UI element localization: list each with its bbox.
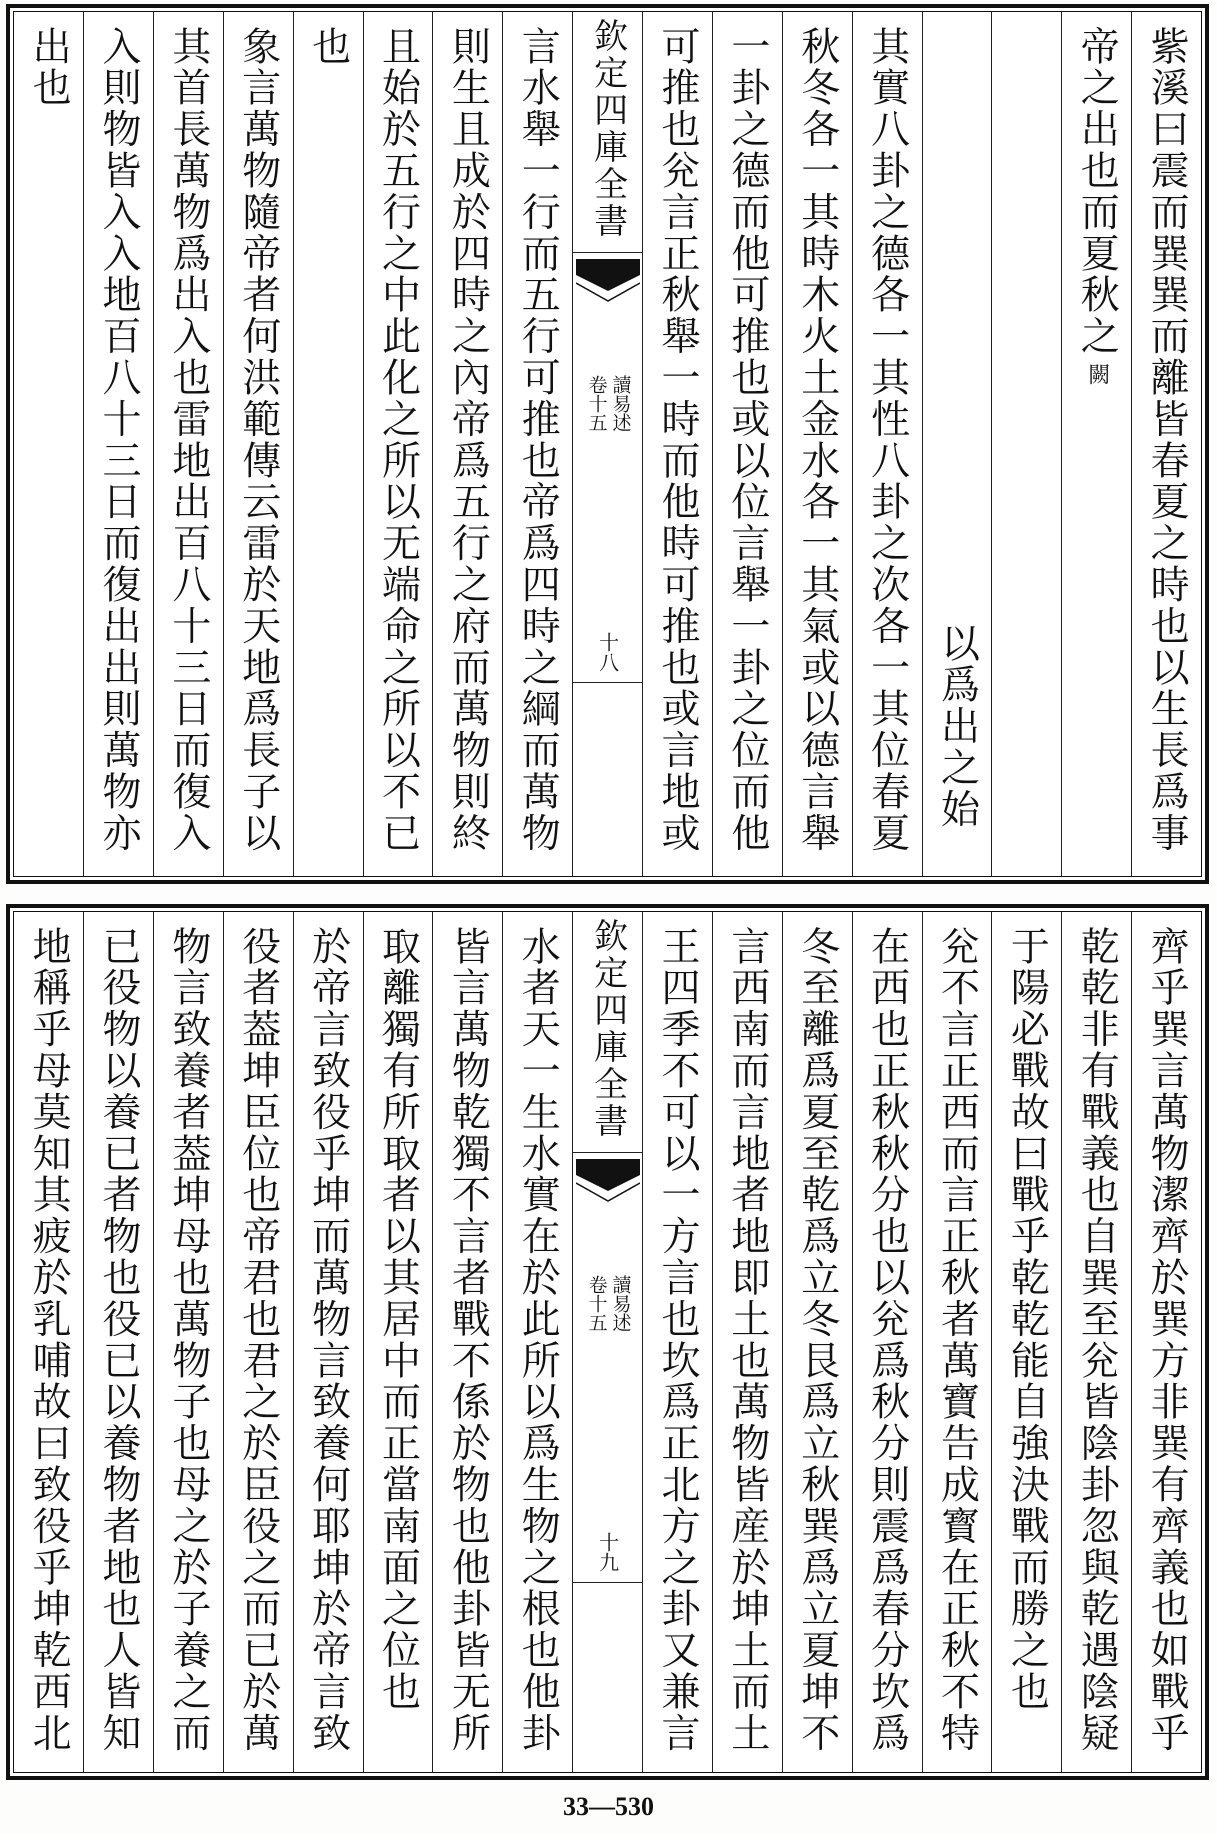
text-column: [153, 12, 223, 876]
text-column: [712, 912, 782, 1772]
book-name: 讀易述: [609, 1275, 632, 1332]
book-meta: [586, 375, 630, 432]
column-text: 取離獨有所取者以其居中而正當南面之位也: [375, 926, 421, 1713]
missing-text-note: 闕: [1084, 363, 1110, 386]
text-column: [1131, 12, 1201, 876]
text-column: [363, 912, 433, 1772]
text-column: [922, 12, 992, 876]
text-column: [502, 12, 572, 876]
column-text: 紫溪曰震而巽巽而離皆春夏之時也以生長爲事: [1144, 26, 1190, 854]
column-text: 也: [305, 26, 351, 68]
text-column: [642, 912, 712, 1772]
text-column: [782, 912, 852, 1772]
leaf-number: 十八: [573, 632, 642, 683]
column-text: 則生且成於四時之內帝爲五行之府而萬物則終: [445, 26, 491, 854]
fishtail-mark-icon: [576, 259, 640, 305]
text-column: [432, 12, 502, 876]
text-column: [83, 12, 153, 876]
reprint-page-reference: 33—530: [563, 1792, 654, 1821]
text-column: [223, 912, 293, 1772]
volume-number: 卷十五: [585, 375, 608, 432]
column-text: 其首長萬物爲出入也雷地出百八十三日而復入: [165, 26, 211, 854]
column-text: 可推也兊言正秋舉一時而他時可推也或言地或: [654, 26, 700, 854]
text-column: [782, 12, 852, 876]
collection-title: 欽定四庫全書: [573, 18, 642, 253]
column-text: 皆言萬物乾獨不言者戰不係於物也他卦皆无所: [445, 926, 491, 1754]
column-text: 水者天一生水實在於此所以爲生物之根也他卦: [515, 926, 561, 1754]
blank-column: [991, 12, 1061, 876]
collection-title: 欽定四庫全書: [573, 918, 642, 1153]
book-meta: [586, 1275, 630, 1332]
column-text: 出也: [26, 26, 72, 109]
column-text: 象言萬物隨帝者何洪範傳云雷於天地爲長子以: [235, 26, 281, 854]
column-text: 入則物皆入入地百八十三日而復出出則萬物亦: [95, 26, 141, 854]
text-column: [432, 912, 502, 1772]
text-column: [1061, 912, 1131, 1772]
text-column: [293, 912, 363, 1772]
center-fold-column: [572, 912, 642, 1772]
text-column: [293, 12, 363, 876]
column-text: 王四季不可以一方言也坎爲正北方之卦又兼言: [654, 926, 700, 1754]
column-text: 于陽必戰故曰戰乎乾乾能自強決戰而勝之也: [1004, 926, 1050, 1713]
text-column: [1061, 12, 1131, 876]
volume-number: 卷十五: [585, 1275, 608, 1332]
text-column: [153, 912, 223, 1772]
text-column: [642, 12, 712, 876]
text-column: [223, 12, 293, 876]
text-column: [922, 912, 992, 1772]
column-text: 齊乎巽言萬物潔齊於巽方非巽有齊義也如戰乎: [1144, 926, 1190, 1754]
column-text: 已役物以養已者物也役已以養物者地也人皆知: [95, 926, 141, 1754]
column-text: 以爲出之始: [934, 623, 980, 830]
column-text: 其實八卦之德各一其性八卦之次各一其位春夏: [864, 26, 910, 854]
text-column: [852, 912, 922, 1772]
center-fold-column: [572, 12, 642, 876]
column-text: 乾乾非有戰義也自巽至兊皆陰卦忽與乾遇陰疑: [1074, 926, 1120, 1754]
column-text: 帝之出也而夏秋之: [1074, 26, 1120, 358]
text-column: [852, 12, 922, 876]
column-text: 冬至離爲夏至乾爲立冬艮爲立秋巽爲立夏坤不: [794, 926, 840, 1754]
page-panel-19: [6, 904, 1209, 1780]
text-column: [14, 12, 83, 876]
column-text: 秋冬各一其時木火土金水各一其氣或以德言舉: [794, 26, 840, 854]
page-frame: [13, 911, 1202, 1773]
column-text: 兊不言正西而言正秋者萬寶告成寳在正秋不特: [934, 926, 980, 1754]
column-text: 物言致養者葢坤母也萬物子也母之於子養之而: [165, 926, 211, 1754]
leaf-number: 十九: [573, 1532, 642, 1583]
text-column: [14, 912, 83, 1772]
text-column: [1131, 912, 1201, 1772]
book-name: 讀易述: [609, 375, 632, 432]
page-panel-18: [6, 4, 1209, 884]
page-frame: [13, 11, 1202, 877]
column-text: 言西南而言地者地即土也萬物皆産於坤土而土: [724, 926, 770, 1754]
column-text: 且始於五行之中此化之所以无端命之所以不已: [375, 26, 421, 854]
fishtail-mark-icon: [576, 1159, 640, 1205]
column-text: 在西也正秋秋分也以兊爲秋分則震爲春分坎爲: [864, 926, 910, 1754]
column-text: 地稱乎母莫知其疲於乳哺故曰致役乎坤乾西北: [26, 926, 72, 1754]
text-column: [502, 912, 572, 1772]
text-column: [83, 912, 153, 1772]
text-column: [363, 12, 433, 876]
text-column: [991, 912, 1061, 1772]
column-text: 一卦之德而他可推也或以位言舉一卦之位而他: [724, 26, 770, 854]
column-text: 言水舉一行而五行可推也帝爲四時之綱而萬物: [515, 26, 561, 854]
column-text: 於帝言致役乎坤而萬物言致養何耶坤於帝言致: [305, 926, 351, 1754]
text-column: [712, 12, 782, 876]
column-text: 役者葢坤臣位也帝君也君之於臣役之而已於萬: [235, 926, 281, 1754]
